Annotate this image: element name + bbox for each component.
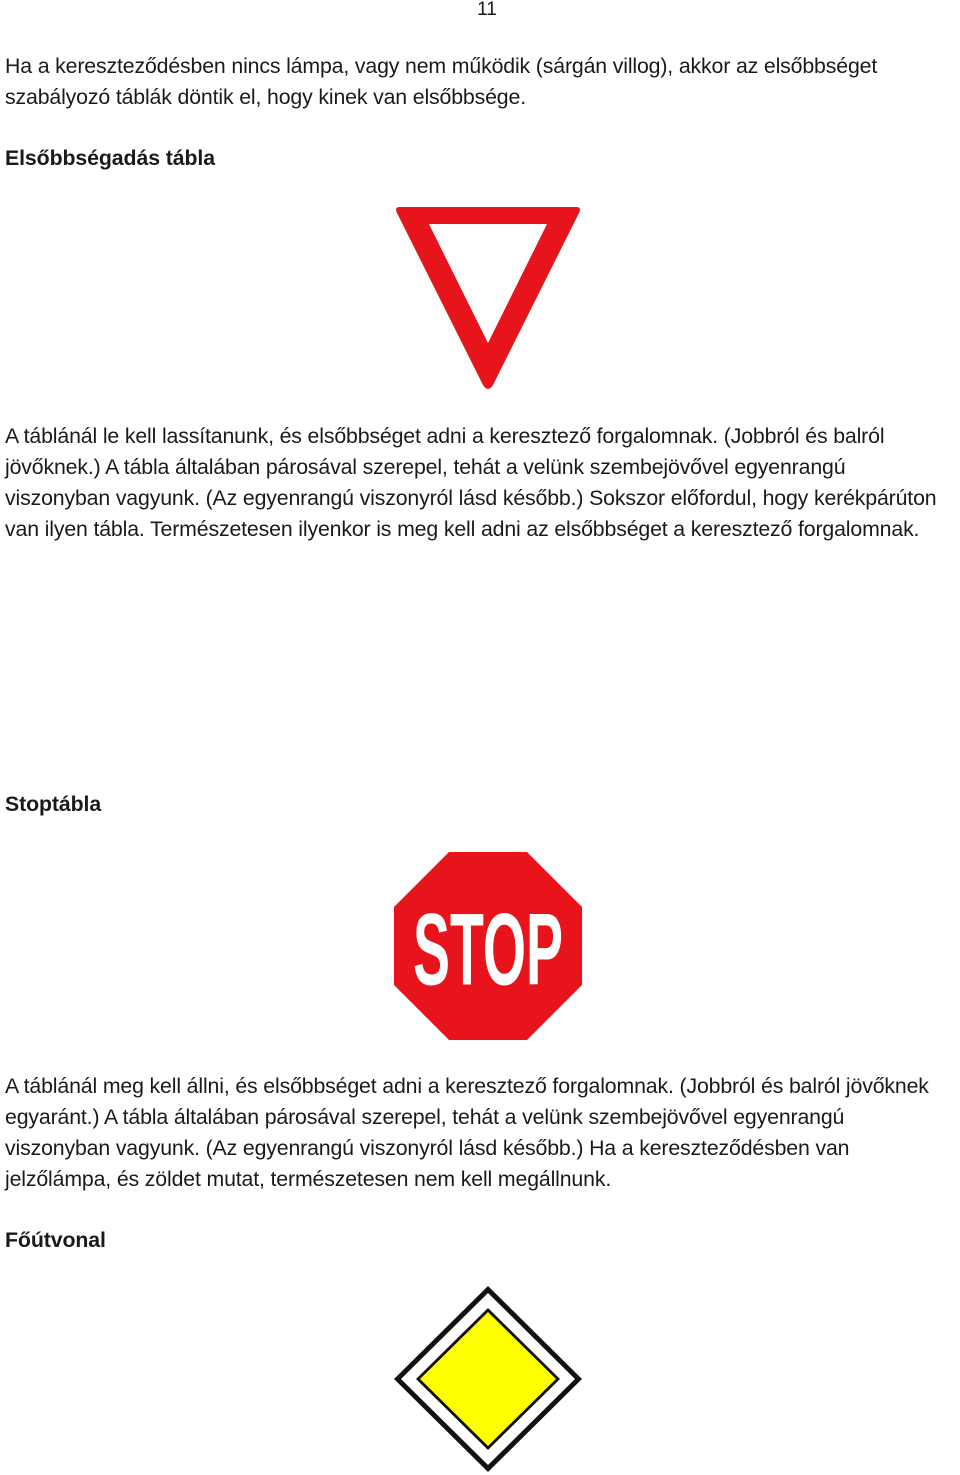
page-number: 11 <box>477 0 497 20</box>
section-heading-stop: Stoptábla <box>5 792 102 816</box>
section-description-stop: A táblánál meg kell állni, és elsőbbséget adni a keresztező forgalomnak. (Jobbról és balról jövőknek egyaránt.) A tábla általában párosával szerepel, tehát a velünk szembejövővel egyenrangú viszonyban vagyunk. (Az egyenrangú viszonyról lásd később.) Ha a kereszteződésben van jelzőlámpa, és zöldet mutat, természetesen nem kell megállnunk. <box>5 1074 929 1191</box>
yield-sign-icon <box>392 201 584 393</box>
stop-sign-text: STOP <box>413 891 563 1007</box>
priority-sign-yellow-center <box>420 1312 556 1446</box>
stop-sign-icon <box>392 850 584 1042</box>
priority-road-sign-icon <box>392 1284 584 1474</box>
section-heading-priority-road: Főútvonal <box>5 1228 106 1252</box>
intro-paragraph: Ha a kereszteződésben nincs lámpa, vagy nem működik (sárgán villog), akkor az elsőbbséget szabályozó táblák döntik el, hogy kinek van elsőbbsége. <box>5 54 878 109</box>
section-heading-yield: Elsőbbségadás tábla <box>5 146 215 170</box>
section-description-yield: A táblánál le kell lassítanunk, és elsőbbséget adni a keresztező forgalomnak. (Jobbról és balról jövőknek.) A tábla általában párosával szerepel, tehát a velünk szembejövővel egyenrangú viszonyban vagyunk. (Az egyenrangú viszonyról lásd később.) Sokszor előfordul, hogy kerékpárúton van ilyen tábla. Természetesen ilyenkor is meg kell adni az elsőbbséget a keresztező forgalomnak. <box>5 424 937 541</box>
